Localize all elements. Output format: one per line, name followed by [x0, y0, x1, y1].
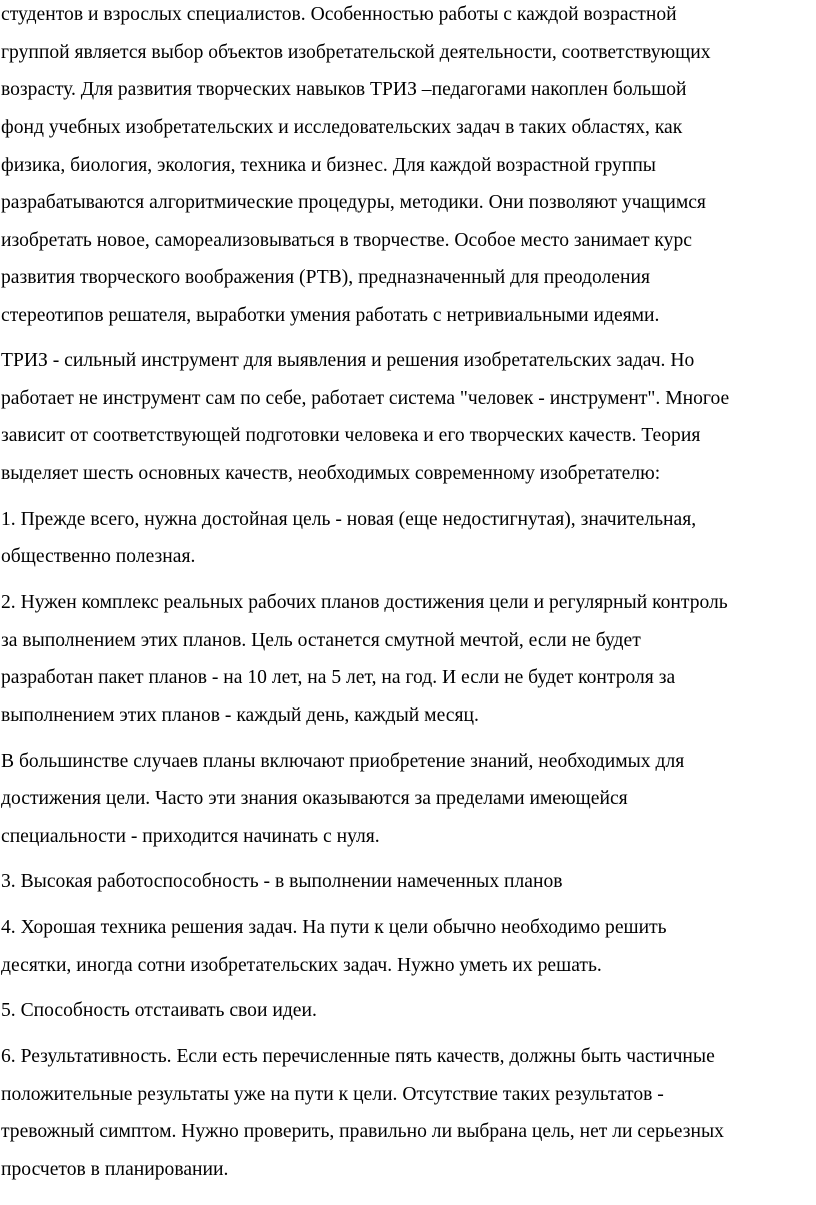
text-line: за выполнением этих планов. Цель останется смутной мечтой, если не будет — [1, 630, 641, 651]
text-line: студентов и взрослых специалистов. Особенностью работы с каждой возрастной — [1, 4, 677, 25]
text-line: тревожный симптом. Нужно проверить, правильно ли выбрана цель, нет ли серьезных — [1, 1121, 724, 1142]
text-line: 3. Высокая работоспособность - в выполнении намеченных планов — [1, 871, 563, 892]
text-line: разрабатываются алгоритмические процедуры, методики. Они позволяют учащимся — [1, 192, 706, 213]
text-line: общественно полезная. — [1, 546, 196, 567]
text-line: достижения цели. Часто эти знания оказываются за пределами имеющейся — [1, 788, 628, 809]
text-line: 5. Способность отстаивать свои идеи. — [1, 1000, 317, 1021]
text-line: ТРИЗ - сильный инструмент для выявления и решения изобретательских задач. Но — [1, 350, 695, 371]
text-line: 2. Нужен комплекс реальных рабочих планов достижения цели и регулярный контроль — [1, 592, 728, 613]
text-line: просчетов в планировании. — [1, 1159, 229, 1180]
text-line: выделяет шесть основных качеств, необходимых современному изобретателю: — [1, 463, 661, 484]
text-line: 6. Результативность. Если есть перечисленные пять качеств, должны быть частичные — [1, 1046, 715, 1067]
text-line: специальности - приходится начинать с нуля. — [1, 826, 380, 847]
text-line: В большинстве случаев планы включают приобретение знаний, необходимых для — [1, 751, 685, 772]
text-line: работает не инструмент сам по себе, работает система "человек - инструмент". Многое — [1, 388, 730, 409]
text-line: разработан пакет планов - на 10 лет, на 5 лет, на год. И если не будет контроля за — [1, 667, 676, 688]
text-line: возрасту. Для развития творческих навыков ТРИЗ –педагогами накоплен большой — [1, 79, 687, 100]
text-line: фонд учебных изобретательских и исследовательских задач в таких областях, как — [1, 117, 683, 138]
text-line: развития творческого воображения (РТВ), предназначенный для преодоления — [1, 267, 650, 288]
text-line: 4. Хорошая техника решения задач. На пути к цели обычно необходимо решить — [1, 917, 667, 938]
text-line: группой является выбор объектов изобретательской деятельности, соответствующих — [1, 42, 711, 63]
text-line: изобретать новое, самореализовываться в творчестве. Особое место занимает курс — [1, 230, 692, 251]
text-line: физика, биология, экология, техника и бизнес. Для каждой возрастной группы — [1, 155, 656, 176]
text-line: зависит от соответствующей подготовки человека и его творческих качеств. Теория — [1, 425, 701, 446]
text-line: стереотипов решателя, выработки умения работать с нетривиальными идеями. — [1, 305, 660, 326]
text-line: 1. Прежде всего, нужна достойная цель - новая (еще недостигнутая), значительная, — [1, 509, 697, 530]
text-line: десятки, иногда сотни изобретательских задач. Нужно уметь их решать. — [1, 955, 602, 976]
text-line: выполнением этих планов - каждый день, каждый месяц. — [1, 705, 479, 726]
text-line: положительные результаты уже на пути к цели. Отсутствие таких результатов - — [1, 1084, 664, 1105]
